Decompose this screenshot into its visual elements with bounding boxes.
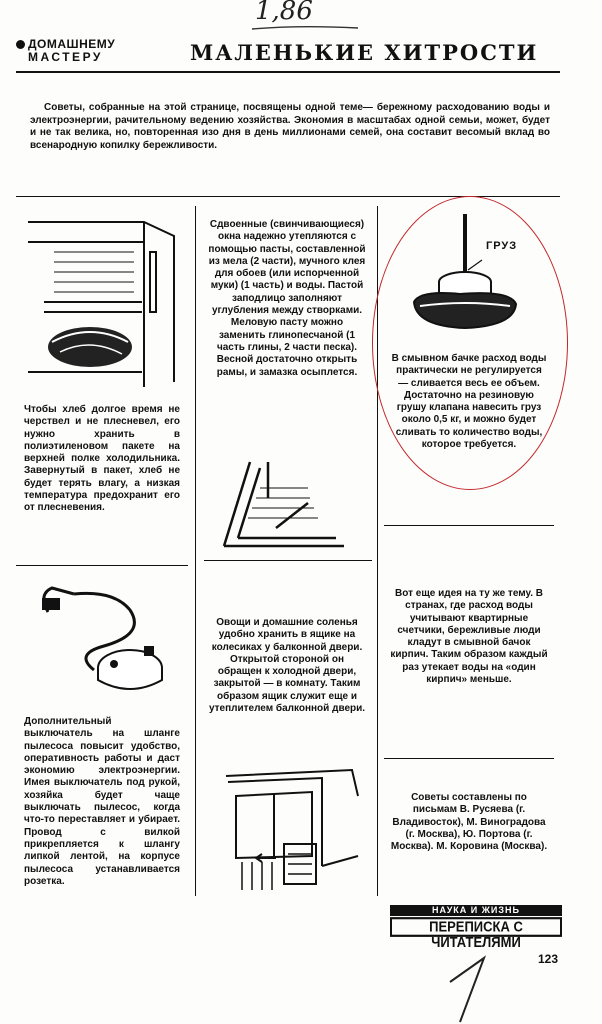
red-highlight-circle (372, 196, 568, 490)
handwritten-one (440, 950, 500, 1024)
row-rule-left (16, 565, 188, 566)
fridge-bread-illustration (24, 212, 184, 392)
section-badge: ПЕРЕПИСКА С ЧИТАТЕЛЯМИ (390, 917, 562, 937)
page-number: 123 (538, 952, 559, 966)
intro-text: Советы, собранные на этой странице, посвящены одной теме— бережному расходованию воды и электроэнергии, рачительному ведению хозяйства. Экономия в масштабах одной семьи, может, будет и не так велика, но, повторенная изо дня в день миллионами семей, она составит весомый вклад во всенародную копилку бережливости. (30, 102, 550, 151)
balcony-box-illustration (222, 766, 362, 894)
tip-bread-text: Чтобы хлеб долгое время не черствел и не плесневел, его нужно хранить в полиэтиленовом пакете на верхней полке холодильника. Завернутый в пакет, хлеб не будет терять влагу, а низкая температура предохранит его от плесневения. (24, 404, 180, 514)
header-rule (16, 71, 560, 73)
tip-vacuum-text: Дополнительный выключатель на шланге пылесоса повысит удобство, оперативность работы и даст экономию электроэнергии. Имея выключатель под рукой, хозяйка будет чаще выключать пылесос, когда что-то переставляет и убирает. Провод с вилкой прикрепляется к шлангу липкой лентой, на корпусе пылесоса устанавливается розетка. (24, 716, 180, 887)
weight-label: ГРУЗ (486, 240, 518, 252)
magazine-badge: НАУКА И ЖИЗНЬ (390, 905, 562, 916)
bullet-dot-icon (16, 40, 25, 49)
vacuum-cleaner-illustration (34, 580, 174, 700)
tip-brick-text: Вот еще идея на ту же тему. В странах, где расход воды учитывают квартирные счетчики, бережливые люди кладут в смывной бачок кирпич. Таким образом каждый раз утекает воды на «один кирпич» меньше. (390, 588, 548, 686)
row-rule-middle (204, 560, 372, 561)
row-rule-right-1 (384, 525, 554, 526)
window-frame-illustration (218, 458, 348, 554)
tip-flush-text: В смывном бачке расход воды практически не регулируется — сливается весь ее объем. Достаточно на резиновую грушу клапана навесить груз около 0,5 кг, и можно будет сливать то количество воды, которое требуется. (391, 353, 547, 451)
handwritten-underline (250, 24, 360, 32)
page-title: МАЛЕНЬКИЕ ХИТРОСТИ (190, 40, 539, 65)
tip-windows-text: Сдвоенные (свинчивающиеся) окна надежно утепляются с помощью пасты, составленной из мела (2 части), мучного клея для обоев (или испорченной муки) (1 часть) и воды. Пастой заподлицо заполняют углубления между створками. Меловую пасту можно заменить глинопесчаной (1 часть глины, 2 части песка). Весной достаточно открыть рамы, и замазка осыплется. (208, 219, 366, 378)
tip-balcony-text: Овощи и домашние соленья удобно хранить в ящике на колесиках у балконной двери. Открытой стороной он обращен к холодной двери, закрытой — в комнату. Таким образом ящик служит еще и утеплителем балконной двери. (208, 617, 366, 715)
handwritten-number: 1,86 (255, 0, 313, 26)
column-divider-1 (195, 206, 196, 896)
row-rule-right-2 (384, 758, 554, 759)
rubric-label: ДОМАШНЕМУ МАСТЕРУ (16, 38, 115, 64)
credits-text: Советы составлены по письмам В. Русяева (г. Владивосток), М. Виноградова (г. Москва), Ю. Портова (г. Москва). М. Коровина (Москва). (390, 792, 548, 853)
